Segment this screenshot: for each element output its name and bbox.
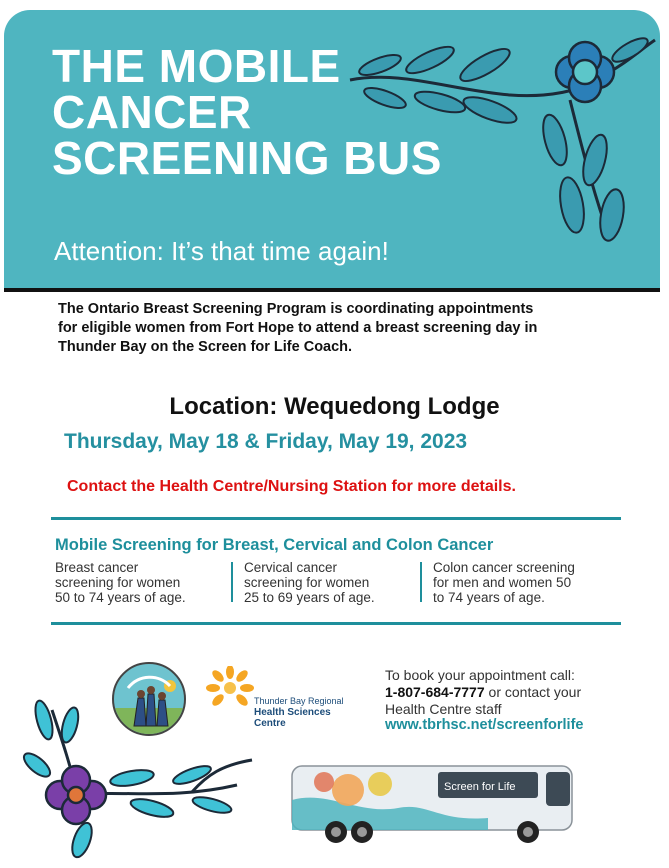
- column-divider: [231, 562, 233, 602]
- info-line: 25 to 69 years of age.: [244, 590, 375, 605]
- partner-line: Health Sciences: [254, 707, 331, 718]
- partner-line: Centre: [254, 718, 286, 729]
- title-line: CANCER: [52, 86, 252, 138]
- location-heading: Location: Wequedong Lodge: [169, 393, 500, 420]
- partner-line: Thunder Bay Regional: [254, 696, 344, 706]
- booking-line: [385, 684, 581, 701]
- title-line: SCREENING BUS: [52, 132, 442, 184]
- title-line: THE MOBILE: [52, 40, 341, 92]
- section-divider-top: [51, 517, 621, 520]
- colon-screening-info: [433, 560, 575, 605]
- attention-subtitle: Attention: It’s that time again!: [54, 236, 389, 266]
- info-line: 50 to 74 years of age.: [55, 590, 186, 605]
- intro-paragraph: [58, 300, 598, 357]
- info-line: screening for women: [55, 575, 181, 590]
- screening-bus-image: [288, 760, 580, 848]
- booking-text: or contact your: [484, 684, 582, 700]
- booking-line: To book your appointment call:: [385, 667, 575, 683]
- cervical-screening-info: [244, 560, 375, 605]
- info-line: Cervical cancer: [244, 560, 338, 575]
- intro-line: Thunder Bay on the Screen for Life Coach.: [58, 339, 353, 355]
- event-dates: Thursday, May 18 & Friday, May 19, 2023: [64, 430, 468, 453]
- section-divider-bottom: [51, 622, 621, 625]
- bus-label: Screen for Life: [444, 781, 516, 793]
- phone-number[interactable]: 1-807-684-7777: [385, 684, 485, 700]
- floral-artwork-icon: [22, 690, 272, 860]
- info-line: Colon cancer screening: [433, 560, 575, 575]
- intro-line: for eligible women from Fort Hope to attend a breast screening day in: [58, 320, 538, 336]
- info-line: Breast cancer: [55, 560, 139, 575]
- header-banner: [4, 10, 660, 292]
- screening-section-title: Mobile Screening for Breast, Cervical and Colon Cancer: [55, 536, 494, 554]
- website-link[interactable]: www.tbrhsc.net/screenforlife: [385, 717, 584, 733]
- column-divider: [420, 562, 422, 602]
- info-line: screening for women: [244, 575, 370, 590]
- info-line: for men and women 50: [433, 575, 572, 590]
- breast-screening-info: [55, 560, 186, 605]
- info-line: to 74 years of age.: [433, 590, 545, 605]
- floral-artwork-icon: [340, 10, 660, 292]
- intro-line: The Ontario Breast Screening Program is coordinating appointments: [58, 301, 534, 317]
- contact-note: Contact the Health Centre/Nursing Station for more details.: [67, 478, 516, 495]
- booking-info: [385, 667, 581, 718]
- booking-line: Health Centre staff: [385, 701, 502, 717]
